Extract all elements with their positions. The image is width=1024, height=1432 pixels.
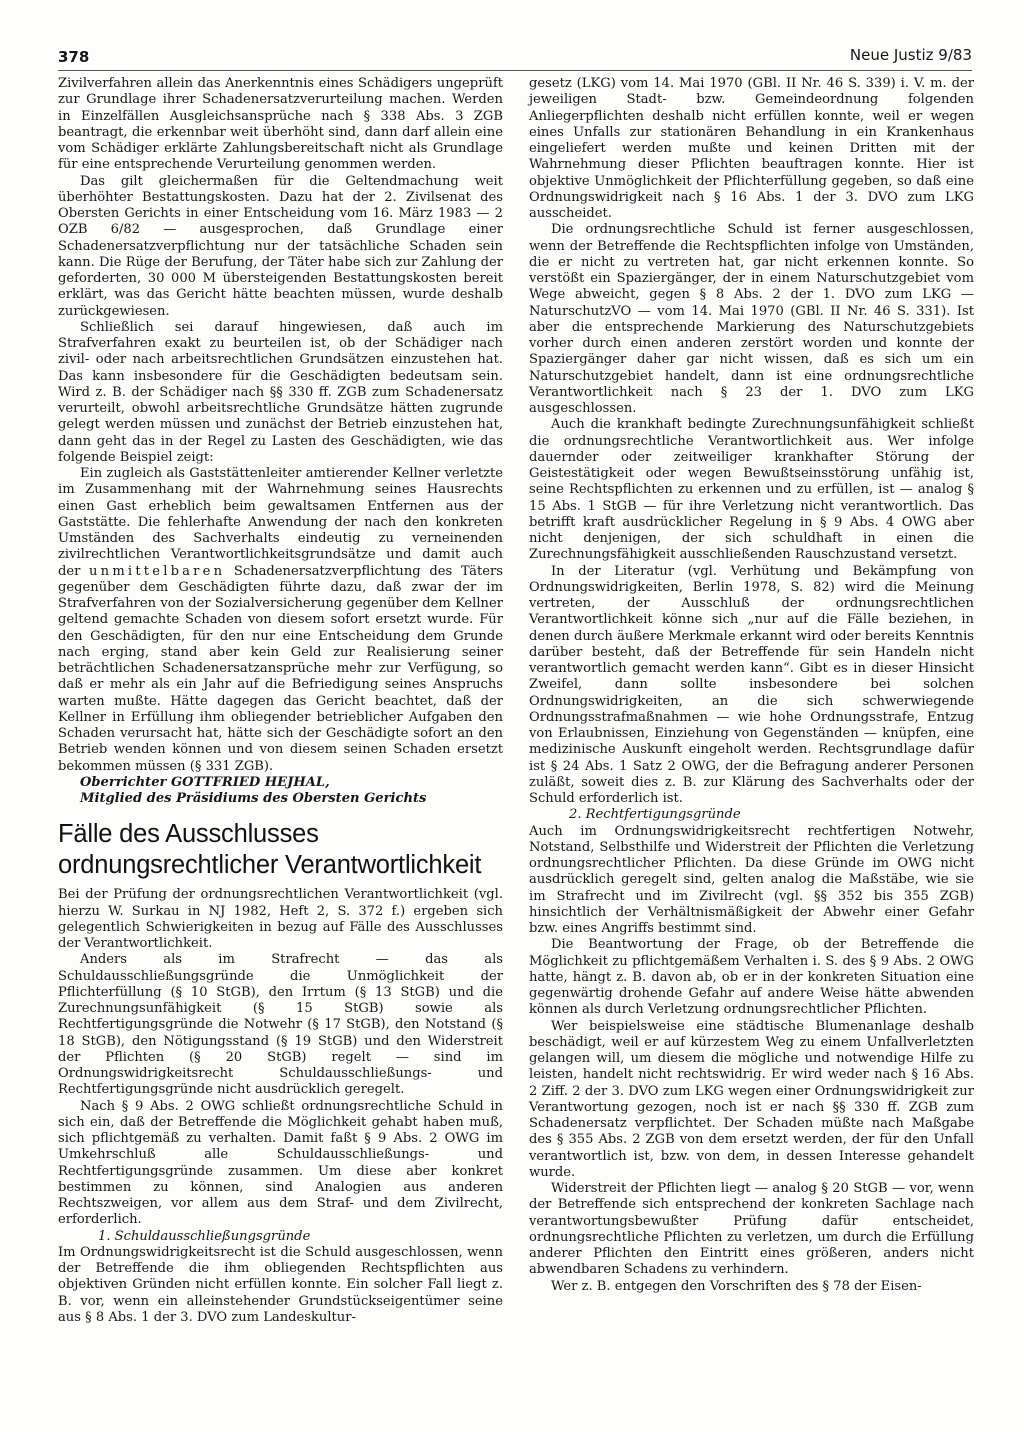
paragraph: Bei der Prüfung der ordnungsrechtlichen Verantwortlichkeit (vgl. hierzu W. Surkau in NJ 1982, Heft 2, S. 372 f.) ergeben sich gelegentlich Schwierigkeiten in bezug auf Fälle des Ausschlusses der Verantwortlichkeit. (58, 887, 503, 951)
paragraph: Auch im Ordnungswidrigkeitsrecht rechtfertigen Notwehr, Notstand, Selbsthilfe und Widerstreit der Pflichten die Verletzung ordnungsrechtlicher Pflichten. Da diese Gründe im OWG nicht ausdrücklich geregelt sind, gelten analog die Maßstäbe, wie sie im Strafrecht und im Zivilrecht (vgl. §§ 352 bis 355 ZGB) hinsichtlich der Verhältnismäßigkeit der Abwehr einer Gefahr bzw. eines Angriffs bestimmt sind. (529, 823, 974, 936)
author-title: Mitglied des Präsidiums des Obersten Gerichts (80, 791, 427, 806)
paragraph: Anders als im Strafrecht — das als Schuldausschließungsgründe die Unmöglichkeit der Pflichterfüllung (§ 10 StGB), den Irrtum (§ 13 StGB) und die Zurechnungsunfähigkeit (§ 15 StGB) sowie als Rechtfertigungsgründe die Notwehr (§ 17 StGB), den Notstand (§ 18 StGB), den Nötigungsstand (§ 19 StGB) und den Widerstreit der Pflichten (§ 20 StGB) regelt — sind im Ordnungswidrigkeitsrecht Schuldausschließungs- und Rechtfertigungsgründe nicht ausdrücklich geregelt. (58, 952, 503, 1098)
header-rule (58, 70, 972, 71)
paragraph (58, 466, 503, 775)
paragraph-text: Schadenersatzverpflichtung des Täters gegenüber dem Geschädigten führte dazu, daß zwar der im Strafverfahren von der Sozialversicherung gegenüber dem Kellner geltend gemachte Schaden von diesem sofort ersetzt wurde. Für den Geschädigten, für den nur eine Entscheidung dem Grunde nach erging, stand aber kein Geld zur Realisierung seiner beträchtlichen Schadenersatzansprüche mehr zur Verfügung, so daß er mehr als ein Jahr auf die Befriedigung seines Anspruchs warten mußte. Hätte dagegen das Gericht beachtet, daß der Kellner in Erfüllung ihm obliegender betrieblicher Aufgaben den Schaden verursacht hat, hätte sich der Geschädigte sofort an den Betrieb wenden können und von diesem seinen Schaden ersetzt bekommen müssen (§ 331 ZGB). (58, 563, 503, 774)
paragraph: Im Ordnungswidrigkeitsrecht ist die Schuld ausgeschlossen, wenn der Betreffende die ihm obliegenden Rechtspflichten aus objektiven Gründen nicht erfüllen konnte. Ein solcher Fall liegt z. B. vor, wenn ein alleinstehender Grundstückseigentümer seine aus § 8 Abs. 1 der 3. DVO zum Landeskultur- (58, 1244, 503, 1325)
paragraph: Widerstreit der Pflichten liegt — analog § 20 StGB — vor, wenn der Betreffende sich entsprechend der konkreten Sachlage nach verantwortungsbewußter Prüfung dafür entscheidet, ordnungsrechtliche Pflichten zu verletzen, um durch die Erfüllung anderer Pflichten den Eintritt eines größeren, anders nicht abwendbaren Schadens zu verhindern. (529, 1181, 974, 1278)
subheading: 1. Schuldausschließungsgründe (98, 1228, 311, 1244)
paragraph: In der Literatur (vgl. Verhütung und Bekämpfung von Ordnungswidrigkeiten, Berlin 1978, S. 82) wird die Meinung vertreten, der Ausschluß der ordnungsrechtlichen Verantwortlichkeit könne sich „nur auf die Fälle beziehen, in denen durch äußere Merkmale erkannt wird oder bereits Kenntnis darüber besteht, daß der Betreffende für sein Handeln nicht verantwortlich gemacht werden kann“. Gibt es in dieser Hinsicht Zweifel, dann sollte insbesondere bei solchen Ordnungswidrigkeiten, an die sich schwerwiegende Ordnungsstrafmaßnahmen — wie hohe Ordnungsstrafe, Entzug von Erlaubnissen, Einziehung von Gegenständen — knüpfen, eine medizinische Auskunft eingeholt werden. Rechtsgrundlage dafür ist § 24 Abs. 1 Satz 2 OWG, der die Befragung anderer Personen zuläßt, soweit dies z. B. zur Klärung des Sachverhalts oder der Schuld erforderlich ist. (529, 563, 974, 806)
paragraph: Wer beispielsweise eine städtische Blumenanlage deshalb beschädigt, weil er auf kürzestem Weg zu einem Unfallverletzten gelangen will, um diesem die mögliche und notwendige Hilfe zu leisten, handelt nicht rechtswidrig. Er wird weder nach § 16 Abs. 2 Ziff. 2 der 3. DVO zum LKG wegen einer Ordnungswidrigkeit zur Verantwortung gezogen, noch ist er nach §§ 330 ff. ZGB zum Schadenersatz verpflichtet. Der Schaden müßte nach Maßgabe des § 355 Abs. 2 ZGB von dem ersetzt werden, der für den Unfall verantwortlich ist, bzw. von dem, in dessen Interesse gehandelt wurde. (529, 1018, 974, 1180)
paragraph: Die ordnungsrechtliche Schuld ist ferner ausgeschlossen, wenn der Betreffende die Rechtspflichten infolge von Umständen, die er nicht zu vertreten hat, gar nicht erkennen konnte. So verstößt ein Spaziergänger, der in einem Naturschutzgebiet vom Wege abweicht, gegen § 8 Abs. 2 der 1. DVO zum LKG — NaturschutzVO — vom 14. Mai 1970 (GBl. II Nr. 46 S. 331). Ist aber die entsprechende Markierung des Naturschutzgebiets vorher durch einen anderen zerstört worden und konnte der Spaziergänger daher gar nicht wissen, daß es sich um ein Naturschutzgebiet handelt, dann ist eine ordnungsrechtliche Verantwortlichkeit nach § 23 der 1. DVO zum LKG ausgeschlossen. (529, 222, 974, 416)
page-number: 378 (58, 48, 90, 66)
paragraph: Schließlich sei darauf hingewiesen, daß auch im Strafverfahren exakt zu beurteilen ist, ob der Schädiger nach zivil- oder nach arbeitsrechtlichen Grundsätzen einzustehen hat. Das kann insbesondere für die Geschädigten bedeutsam sein. Wird z. B. der Schädiger nach §§ 330 ff. ZGB zum Schadenersatz verurteilt, obwohl arbeitsrechtliche Grundsätze hätten zugrunde gelegt werden müssen und zunächst der Betrieb einzustehen hat, dann geht das in der Regel zu Lasten des Geschädigten, wie das folgende Beispiel zeigt: (58, 319, 503, 465)
paragraph: Nach § 9 Abs. 2 OWG schließt ordnungsrechtliche Schuld in sich ein, daß der Betreffende die Möglichkeit gehabt haben muß, sich pflichtgemäß zu verhalten. Damit faßt § 9 Abs. 2 OWG im Umkehrschluß alle Schuldausschließungs- und Rechtfertigungsgründe zusammen. Um diese aber konkret bestimmen zu können, sind Analogien aus anderen Rechtszweigen, vor allem aus dem Straf- und dem Zivilrecht, erforderlich. (58, 1098, 503, 1228)
paragraph: Auch die krankhaft bedingte Zurechnungsunfähigkeit schließt die ordnungsrechtliche Verantwortlichkeit aus. Wer infolge dauernder oder zeitweiliger krankhafter Störung der Geistestätigkeit oder wegen Bewußtseinsstörung unfähig ist, seine Rechtspflichten zu erkennen und zu erfüllen, ist — analog § 15 Abs. 1 StGB — für ihre Verletzung nicht verantwortlich. Das betrifft kraft ausdrücklicher Regelung in § 9 Abs. 4 OWG aber nicht denjenigen, der sich schuldhaft in einen die Zurechnungsfähigkeit ausschließenden Rauschzustand versetzt. (529, 417, 974, 563)
paragraph: Zivilverfahren allein das Anerkenntnis eines Schädigers ungeprüft zur Grundlage ihrer Schadenersatzverurteilung machen. Werden in Einzelfällen Ausgleichsansprüche nach § 338 Abs. 3 ZGB beantragt, die erkennbar weit überhöht sind, dann darf allein eine vom Schädiger erklärte Zahlungsbereitschaft nicht als Grundlage für eine entsprechende Verurteilung genommen werden. (58, 76, 503, 173)
left-column (58, 76, 503, 1326)
paragraph: Das gilt gleichermaßen für die Geltendmachung weit überhöhter Bestattungskosten. Dazu hat der 2. Zivilsenat des Obersten Gerichts in einer Entscheidung vom 16. März 1983 — 2 OZB 6/82 — ausgesprochen, daß Grundlage einer Schadenersatzverpflichtung nur der tatsächliche Schaden sein kann. Die Rüge der Berufung, der Täter habe sich zur Zahlung der geforderten, 30 000 M übersteigenden Bestattungskosten bereit erklärt, was das Gericht hätte beachten müssen, wurde deshalb zurückgewiesen. (58, 173, 503, 319)
subheading: 2. Rechtfertigungsgründe (569, 807, 741, 823)
journal-issue: Neue Justiz 9/83 (849, 46, 972, 64)
paragraph: gesetz (LKG) vom 14. Mai 1970 (GBl. II Nr. 46 S. 339) i. V. m. der jeweiligen Stadt- bzw. Gemeindeordnung folgenden Anliegerpflichten deshalb nicht erfüllen konnte, weil er wegen eines Unfalls zur stationären Behandlung in ein Krankenhaus eingeliefert werden mußte und keinen Dritten mit der Wahrnehmung dieser Pflichten beauftragen konnte. Hier ist objektive Unmöglichkeit der Pflichterfüllung gegeben, so daß eine Ordnungswidrigkeit nach § 16 Abs. 1 der 3. DVO zum LKG ausscheidet. (529, 76, 974, 221)
author-name: Oberrichter GOTTFRIED HEJHAL, (80, 774, 330, 790)
right-column (529, 76, 974, 1295)
paragraph: Die Beantwortung der Frage, ob der Betreffende die Möglichkeit zu pflichtgemäßem Verhalten i. S. des § 9 Abs. 2 OWG hatte, hängt z. B. davon ab, ob er in der konkreten Situation eine gegenwärtig drohende Gefahr auf andere Weise hätte abwenden können als durch Verletzung ordnungsrechtlicher Pflichten. (529, 937, 974, 1018)
spaced-emphasis: unmittelbaren (89, 563, 226, 579)
article-title: Fälle des Ausschlusses ordnungsrechtlicher Verantwortlichkeit (58, 820, 482, 880)
paragraph: Wer z. B. entgegen den Vorschriften des § 78 der Eisen- (551, 1278, 922, 1294)
paragraph-text: Ein zugleich als Gaststättenleiter amtierender Kellner verletzte im Zusammenhang mit der Wahrnehmung seines Hausrechts einen Gast erheblich beim gewaltsamen Entfernen aus der Gaststätte. Die fehlerhafte Anwendung der nach den konkreten Umständen des Sachverhalts eindeutig zu verneinenden zivilrechtlichen Verantwortlichkeitsgrundsätze und damit auch der (58, 466, 503, 579)
